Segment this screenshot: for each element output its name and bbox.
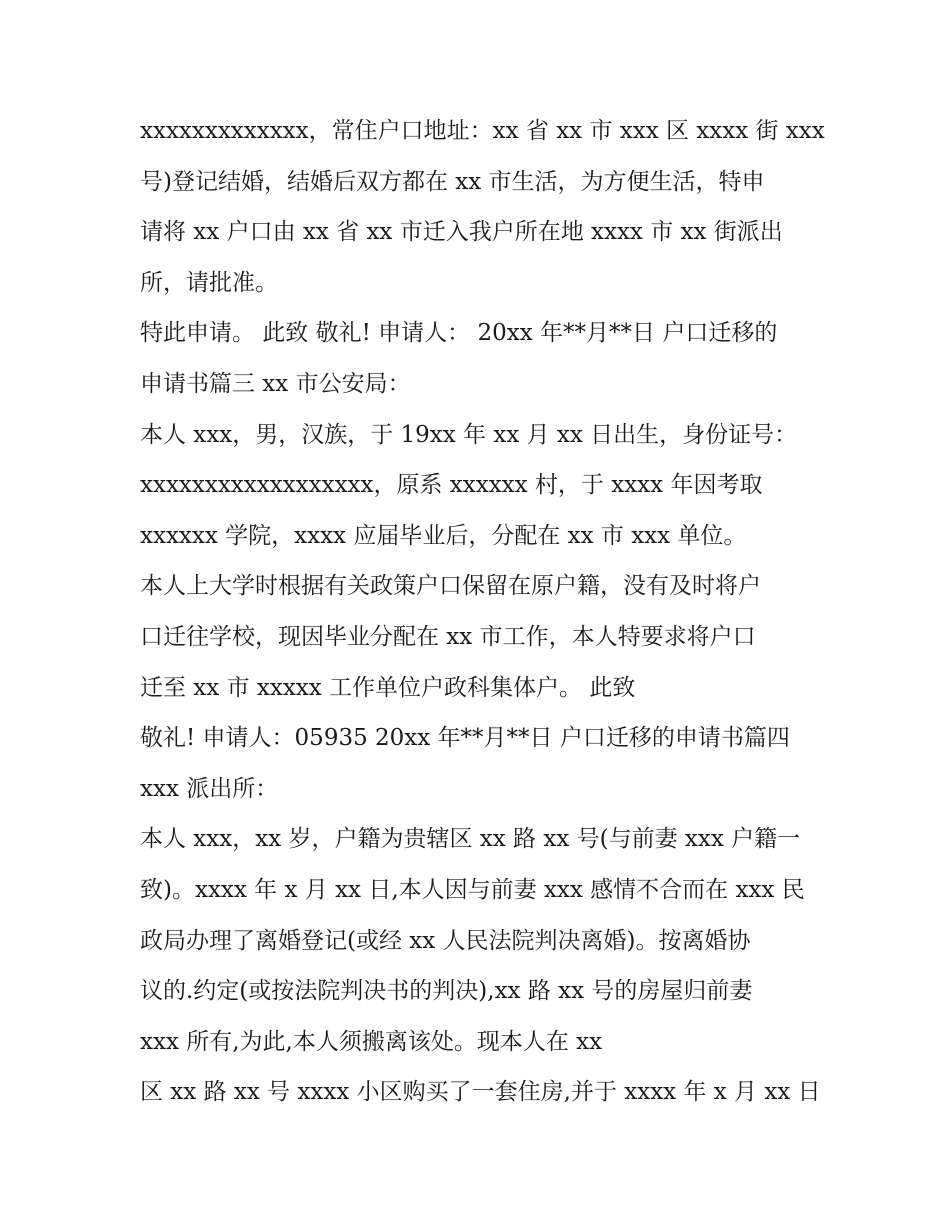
text-line: xxx 所有,为此,本人须搬离该处。现本人在 xx [140, 1028, 603, 1055]
text-line: 本人 xxx，男，汉族，于 19xx 年 xx 月 xx 日出生，身份证号： [140, 421, 798, 448]
text-line: 特此申请。 此致 敬礼! 申请人： 20xx 年**月**日 户口迁移的 [140, 320, 778, 347]
text-line: xxxxxxxxxxxxx，常住户口地址：xx 省 xx 市 xxx 区 xxxx 街 xxx [140, 118, 825, 144]
text-line: 议的.约定(或按法院判决书的判决),xx 路 xx 号的房屋归前妻 [140, 978, 753, 1005]
text-line: 敬礼! 申请人：05935 20xx 年**月**日 户口迁移的申请书篇四 [140, 725, 790, 752]
text-line: 申请书篇三 xx 市公安局： [140, 370, 411, 397]
text-line: xxxxxx 学院，xxxx 应届毕业后，分配在 xx 市 xxx 单位。 [140, 522, 747, 549]
text-line: 政局办理了离婚登记(或经 xx 人民法院判决离婚)。按离婚协 [140, 927, 751, 954]
text-line: 本人 xxx，xx 岁，户籍为贵辖区 xx 路 xx 号(与前妻 xxx 户籍一 [140, 826, 801, 853]
document-body [140, 106, 830, 1118]
text-line: 致)。xxxx 年 x 月 xx 日,本人因与前妻 xxx 感情不合而在 xxx 民 [140, 876, 805, 903]
text-line: 口迁往学校，现因毕业分配在 xx 市工作，本人特要求将户口 [140, 623, 756, 650]
text-line: 本人上大学时根据有关政策户口保留在原户籍，没有及时将户 [140, 573, 761, 600]
text-line: xxx 派出所： [140, 775, 279, 802]
text-line: 所，请批准。 [140, 269, 278, 296]
text-line: 请将 xx 户口由 xx 省 xx 市迁入我户所在地 xxxx 市 xx 街派出 [140, 219, 783, 246]
text-line: 号)登记结婚，结婚后双方都在 xx 市生活，为方便生活，特申 [140, 168, 765, 195]
text-line: xxxxxxxxxxxxxxxxxx，原系 xxxxxx 村，于 xxxx 年因考取 [140, 472, 763, 499]
text-line: 区 xx 路 xx 号 xxxx 小区购买了一套住房,并于 xxxx 年 x 月 xx 日 [140, 1079, 821, 1106]
text-line: 迁至 xx 市 xxxxx 工作单位户政科集体户。 此致 [140, 674, 636, 701]
